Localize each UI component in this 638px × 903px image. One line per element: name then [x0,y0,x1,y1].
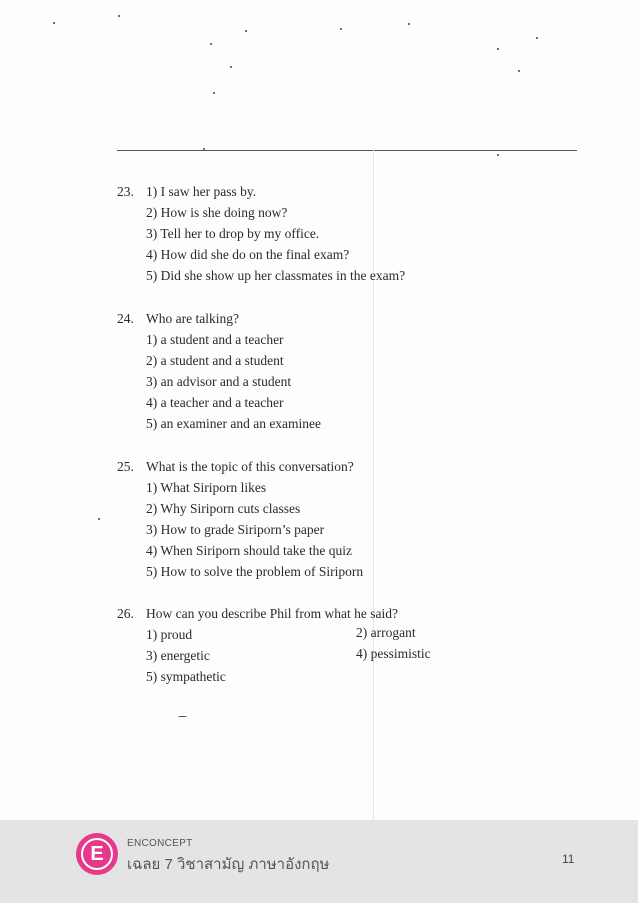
question-stem: What is the topic of this conversation? [146,459,354,474]
option: 5) Did she show up her classmates in the exam? [146,268,406,283]
scan-speck [497,48,499,50]
question-stem: How can you describe Phil from what he said? [146,606,398,621]
option: 3) How to grade Siriporn’s paper [146,522,325,537]
scan-speck [98,518,100,520]
page-footer [0,820,638,903]
option: 2) Why Siriporn cuts classes [146,501,301,516]
scan-speck [210,43,212,45]
option: 2) How is she doing now? [146,205,288,220]
page-fold-line [373,150,374,820]
option: 2) arrogant [356,625,416,640]
logo-letter: E [81,838,113,870]
footer-subtitle: เฉลย 7 วิชาสามัญ ภาษาอังกฤษ [127,856,330,873]
question-number: 26. [117,606,134,621]
question-number: 23. [117,184,134,199]
page-number: 11 [562,852,575,866]
option: 3) an advisor and a student [146,374,292,389]
option: 1) What Siriporn likes [146,480,267,495]
scan-speck [340,28,342,30]
scan-speck [118,15,120,17]
option: 5) How to solve the problem of Siriporn [146,564,364,579]
brand-name: ENCONCEPT [127,838,193,849]
question-stem: Who are talking? [146,311,239,326]
scan-speck [230,66,232,68]
option: 5) sympathetic [146,669,226,684]
option: 3) Tell her to drop by my office. [146,226,320,241]
question-number: 25. [117,459,134,474]
scan-speck [497,154,499,156]
option: 4) When Siriporn should take the quiz [146,543,352,558]
scan-speck [213,92,215,94]
scan-mark [178,716,187,717]
scan-speck [518,70,520,72]
option: 5) an examiner and an examinee [146,416,322,431]
question-number: 24. [117,311,134,326]
header-rule [117,150,577,151]
enconcept-logo-icon [76,833,118,875]
scan-speck [408,23,410,25]
option: 1) proud [146,627,193,642]
scan-speck [245,30,247,32]
question-stem: 1) I saw her pass by. [146,184,257,199]
scan-speck [536,37,538,39]
option: 3) energetic [146,648,210,663]
option: 2) a student and a student [146,353,284,368]
scan-speck [53,22,55,24]
option: 1) a student and a teacher [146,332,284,347]
option: 4) How did she do on the final exam? [146,247,350,262]
option: 4) a teacher and a teacher [146,395,284,410]
option: 4) pessimistic [356,646,431,661]
